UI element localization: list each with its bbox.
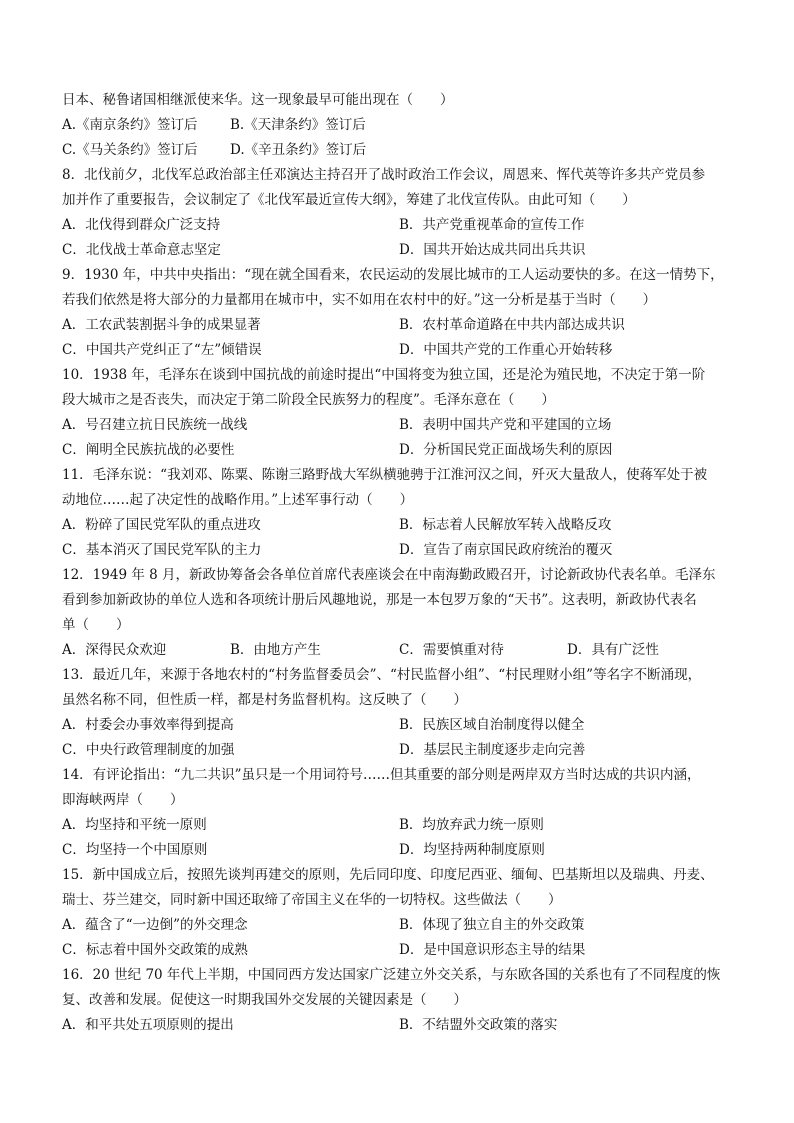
option-row (62, 438, 734, 463)
exam-page (62, 88, 734, 1038)
option-row (62, 538, 734, 563)
question-stem-line: 15．新中国成立后，按照先谈判再建交的原则，先后同印度、印度尼西亚、缅甸、巴基斯坦以及瑞典、丹麦、 (62, 867, 714, 883)
option-c: C．中央行政管理制度的加强 (62, 742, 235, 758)
option-b: B．体现了独立自主的外交政策 (399, 917, 585, 933)
question-12 (62, 563, 734, 663)
option-row (62, 113, 734, 138)
option-c: C．中国共产党纠正了“左”倾错误 (62, 342, 262, 358)
question-stem-line: 若我们依然是将大部分的力量都用在城市中，实不如用在农村中的好。”这一分析是基于当时（ ） (62, 292, 657, 308)
question-stem-line: 8．北伐前夕，北伐军总政治部主任邓演达主持召开了战时政治工作会议，周恩来、恽代英等许多共产党员参 (62, 167, 706, 183)
option-b: B．标志着人民解放军转入战略反攻 (399, 517, 612, 533)
question-stem-line: 段大城市之是否丧失，而决定于第二阶段全民族努力的程度”。毛泽东意在（ ） (62, 392, 555, 408)
question-stem-line: 看到参加新政协的单位人选和各项统计册后风趣地说，那是一本包罗万象的“天书”。这表明，新政协代表名 (62, 592, 697, 608)
question-15 (62, 863, 734, 963)
option-d: D．中国共产党的工作重心开始转移 (399, 342, 613, 358)
option-a: A．均坚持和平统一原则 (62, 817, 207, 833)
question-16 (62, 963, 734, 1038)
option-a: A．工农武装割据斗争的成果显著 (62, 317, 261, 333)
option-row (62, 413, 734, 438)
option-row (62, 738, 734, 763)
option-c: C．均坚持一个中国原则 (62, 842, 208, 858)
option-a: A．蕴含了“一边倒”的外交理念 (62, 917, 248, 933)
option-a: A．北伐得到群众广泛支持 (62, 217, 221, 233)
option-d: D．宣告了南京国民政府统治的覆灭 (399, 542, 613, 558)
question-stem-line: 14．有评论指出：“九二共识”虽只是一个用词符号……但其重要的部分则是两岸双方当时达成的共识内涵， (62, 767, 701, 783)
option-c: C．需要慎重对待 (399, 642, 504, 658)
question-10 (62, 363, 734, 463)
option-row (62, 713, 734, 738)
question-stem-line: 12．1949 年 8 月，新政协筹备会各单位首席代表座谈会在中南海勤政殿召开，讨论新政协代表名单。毛泽东 (62, 567, 716, 583)
option-a: A．深得民众欢迎 (62, 642, 167, 658)
question-stem-line: 日本、秘鲁诸国相继派使来华。这一现象最早可能出现在（ ） (62, 92, 454, 108)
question-stem-line: 9．1930 年，中共中央指出：“现在就全国看来，农民运动的发展比城市的工人运动要快的多。在这一情势下， (62, 267, 724, 283)
option-b: B．民族区域自治制度得以健全 (399, 717, 585, 733)
option-row (62, 938, 734, 963)
option-d: D.《辛丑条约》签订后 (230, 142, 367, 158)
question-13 (62, 663, 734, 763)
question-stem-line: 10．1938 年，毛泽东在谈到中国抗战的前途时提出“中国将变为独立国，还是沦为殖民地，不决定于第一阶 (62, 367, 706, 383)
option-d: D．均坚持两种制度原则 (399, 842, 545, 858)
option-row (62, 213, 734, 238)
option-b: B．均放弃武力统一原则 (399, 817, 544, 833)
option-row (62, 913, 734, 938)
option-b: B．不结盟外交政策的落实 (399, 1017, 558, 1033)
question-stem-line: 瑞士、芬兰建交，同时新中国还取缔了帝国主义在华的一切特权。这些做法（ ） (62, 892, 562, 908)
question-7 (62, 88, 734, 163)
option-row (62, 638, 734, 663)
option-b: B．共产党重视革命的宣传工作 (399, 217, 585, 233)
option-c: C．北伐战士革命意志坚定 (62, 242, 221, 258)
question-stem-line: 13．最近几年，来源于各地农村的“村务监督委员会”、“村民监督小组”、“村民理财小组”等名字不断涌现， (62, 667, 702, 683)
option-row (62, 138, 734, 163)
option-row (62, 838, 734, 863)
option-d: D．具有广泛性 (567, 642, 659, 658)
question-stem-line: 复、改善和发展。促使这一时期我国外交发展的关键因素是（ ） (62, 992, 467, 1008)
question-stem-line: 虽然名称不同，但性质一样，都是村务监督机构。这反映了（ ） (62, 692, 467, 708)
option-row (62, 1013, 734, 1038)
option-c: C．阐明全民族抗战的必要性 (62, 442, 235, 458)
option-b: B．农村革命道路在中共内部达成共识 (399, 317, 625, 333)
option-d: D．是中国意识形态主导的结果 (399, 942, 586, 958)
option-c: C.《马关条约》签订后 (62, 142, 198, 158)
option-row (62, 313, 734, 338)
option-a: A．和平共处五项原则的提出 (62, 1017, 234, 1033)
option-d: D．基层民主制度逐步走向完善 (399, 742, 586, 758)
option-a: A.《南京条约》签订后 (62, 117, 198, 133)
option-a: A．村委会办事效率得到提高 (62, 717, 234, 733)
option-row (62, 513, 734, 538)
option-row (62, 338, 734, 363)
question-stem-line: 单（ ） (62, 617, 130, 633)
option-a: A．号召建立抗日民族统一战线 (62, 417, 248, 433)
question-9 (62, 263, 734, 363)
question-stem-line: 16．20 世纪 70 年代上半期，中国同西方发达国家广泛建立外交关系，与东欧各国的关系也有了不同程度的恢 (62, 967, 721, 983)
option-b: B．由地方产生 (230, 642, 321, 658)
option-c: C．标志着中国外交政策的成熟 (62, 942, 248, 958)
question-14 (62, 763, 734, 863)
question-stem-line: 动地位……起了决定性的战略作用。”上述军事行动（ ） (62, 492, 414, 508)
option-b: B.《天津条约》签订后 (230, 117, 366, 133)
question-8 (62, 163, 734, 263)
option-b: B．表明中国共产党和平建国的立场 (399, 417, 612, 433)
question-11 (62, 463, 734, 563)
question-stem-line: 加并作了重要报告，会议制定了《北伐军最近宣传大纲》，筹建了北伐宣传队。由此可知（ ） (62, 192, 636, 208)
option-a: A．粉碎了国民党军队的重点进攻 (62, 517, 261, 533)
question-stem-line: 11．毛泽东说：“我刘邓、陈粟、陈谢三路野战大军纵横驰骋于江淮河汉之间，歼灭大量敌人，使蒋军处于被 (62, 467, 708, 483)
option-d: D．国共开始达成共同出兵共识 (399, 242, 586, 258)
option-row (62, 813, 734, 838)
option-row (62, 238, 734, 263)
question-stem-line: 即海峡两岸（ ） (62, 792, 184, 808)
option-d: D．分析国民党正面战场失利的原因 (399, 442, 613, 458)
option-c: C．基本消灭了国民党军队的主力 (62, 542, 262, 558)
